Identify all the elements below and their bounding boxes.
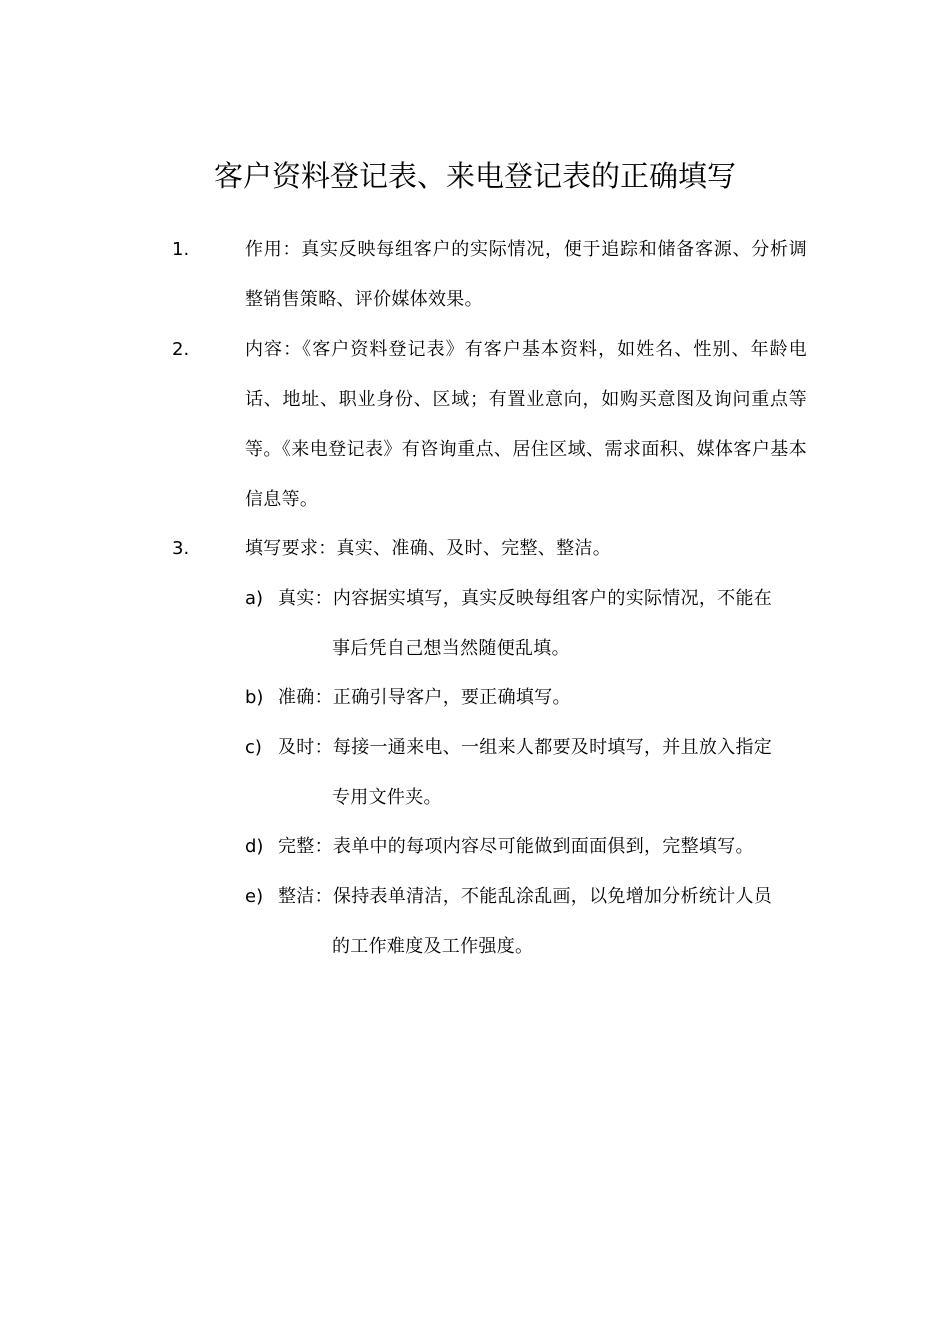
sub-item-letter: b) — [245, 687, 264, 708]
item-text: 内容：《客户资料登记表》有客户基本资料，如姓名、性别、年龄电话、地址、职业身份、区域；有置业意向，如购买意图及询问重点等等。《来电登记表》有咨询重点、居住区域、需求面积、媒体客户基本信息等。 — [245, 339, 807, 510]
sub-item-line: 完整：表单中的每项内容尽可能做到面面俱到，完整填写。 — [278, 836, 754, 857]
item-text: 作用：真实反映每组客户的实际情况，便于追踪和储备客源、分析调整销售策略、评价媒体效果。 — [245, 239, 807, 310]
sub-item-line: 整洁：保持表单清洁，不能乱涂乱画，以免增加分析统计人员 — [278, 886, 773, 907]
sub-item-line: 及时：每接一通来电、一组来人都要及时填写，并且放入指定 — [278, 737, 773, 758]
sub-item-line: 准确：正确引导客户，要正确填写。 — [278, 687, 571, 708]
page-title: 客户资料登记表、来电登记表的正确填写 — [213, 159, 736, 193]
sub-item-letter: e) — [245, 886, 264, 907]
sub-item-continuation: 专用文件夹。 — [332, 787, 442, 808]
sub-item-text — [278, 872, 808, 972]
sub-item-text — [278, 723, 808, 823]
sub-item-text — [278, 822, 808, 872]
item-number: 1. — [172, 239, 190, 260]
sub-item-text — [278, 673, 808, 723]
sub-item-letter: c) — [245, 737, 262, 758]
item-number: 3. — [172, 538, 190, 559]
sub-item-continuation: 的工作难度及工作强度。 — [332, 936, 534, 957]
item-text: 填写要求：真实、准确、及时、完整、整洁。 — [245, 538, 611, 559]
sub-item-continuation: 事后凭自己想当然随便乱填。 — [332, 638, 570, 659]
sub-item-text — [278, 574, 808, 674]
item-number: 2. — [172, 339, 190, 360]
sub-item-line: 真实：内容据实填写，真实反映每组客户的实际情况，不能在 — [278, 588, 773, 609]
sub-item-letter: d) — [245, 836, 264, 857]
sub-item-letter: a) — [245, 588, 264, 609]
